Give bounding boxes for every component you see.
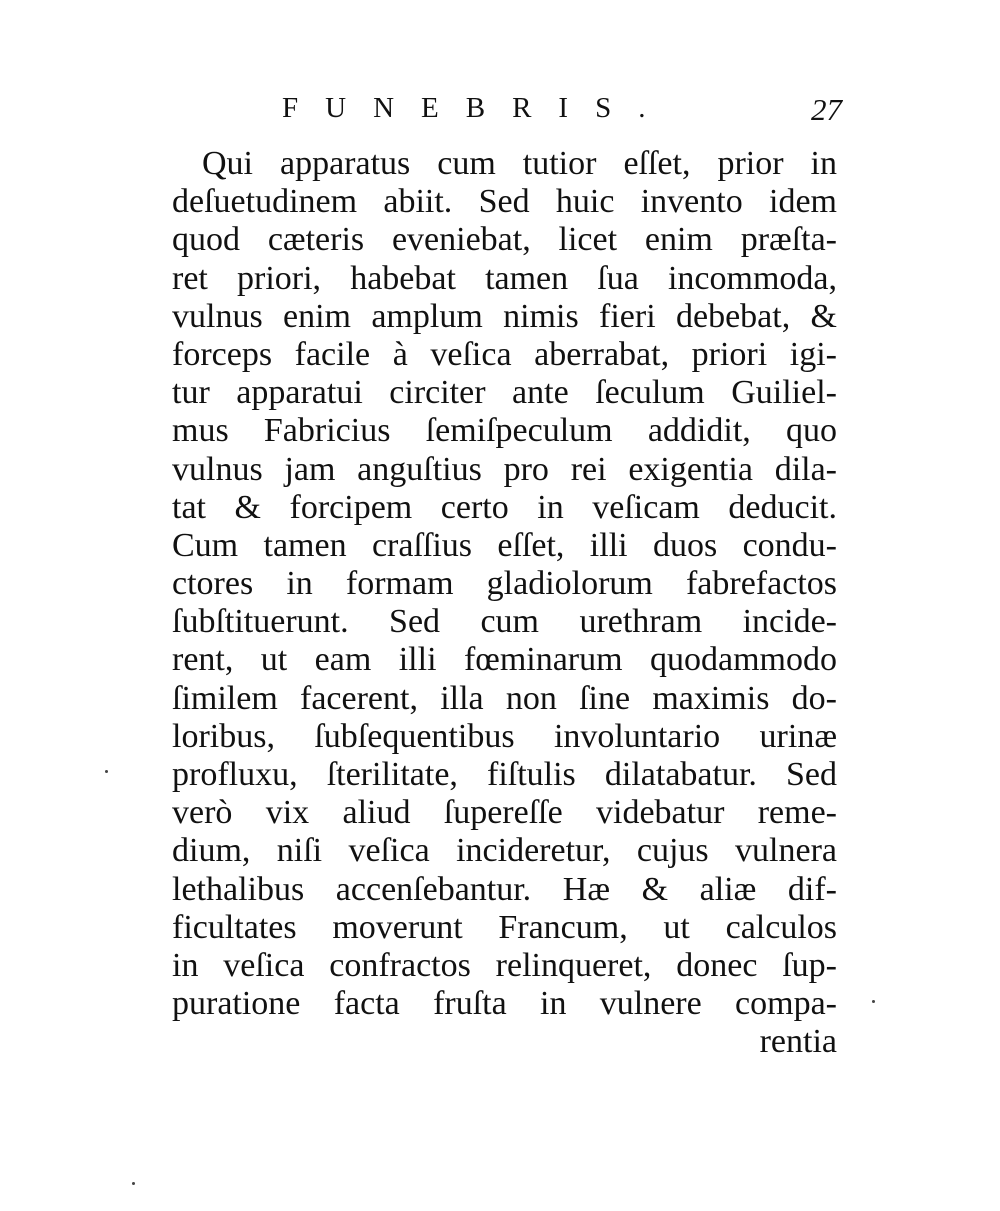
text-line: mus Fabricius ſemiſpeculum addidit, quo [172,412,837,450]
text-line: loribus, ſubſequentibus involuntario urinæ [172,717,837,755]
text-line: quod cæteris eveniebat, licet enim præſta- [172,221,837,259]
catchword: rentia [759,1023,837,1061]
text-line: Qui apparatus cum tutior eſſet, prior in [202,145,837,182]
text-line: ctores in formam gladiolorum fabrefactos [172,565,837,603]
paper-speck [132,1182,135,1185]
text-line: puratione facta fruſta in vulnere compa- [172,985,837,1023]
text-line: tur apparatui circiter ante ſeculum Guiliel- [172,374,837,412]
text-line: profluxu, ſterilitate, fiſtulis dilatabatur. Sed [172,756,837,793]
text-line: in veſica confractos relinqueret, donec ſup- [172,946,837,984]
running-title: FUNEBRIS. [282,92,673,124]
paper-speck [105,770,108,773]
text-line: lethalibus accenſebantur. Hæ & aliæ dif- [172,870,837,908]
text-line: verò vix aliud ſupereſſe videbatur reme- [172,794,837,832]
text-line: rent, ut eam illi fœminarum quodammodo [172,641,837,679]
text-line: deſuetudinem abiit. Sed huic invento idem [172,183,837,221]
text-line: dium, niſi veſica incideretur, cujus vulnera [172,832,837,870]
text-line: forceps facile à veſica aberrabat, priori igi- [172,335,837,373]
running-head [282,84,842,132]
text-line: Cum tamen craſſius eſſet, illi duos condu- [172,526,837,564]
text-line: ret priori, habebat tamen ſua incommoda, [172,259,837,297]
text-line: ſubſtituerunt. Sed cum urethram incide- [172,603,837,641]
text-line: tat & forcipem certo in veſicam deducit. [172,488,837,526]
paper-speck [872,1000,875,1003]
body-text [172,145,837,1062]
text-line: vulnus jam anguſtius pro rei exigentia dila- [172,450,837,488]
text-line: ficultates moverunt Francum, ut calculos [172,908,837,946]
page-number: 27 [811,92,842,127]
text-line: ſimilem facerent, illa non ſine maximis do- [172,679,837,717]
text-line: vulnus enim amplum nimis fieri debebat, & [172,297,837,335]
